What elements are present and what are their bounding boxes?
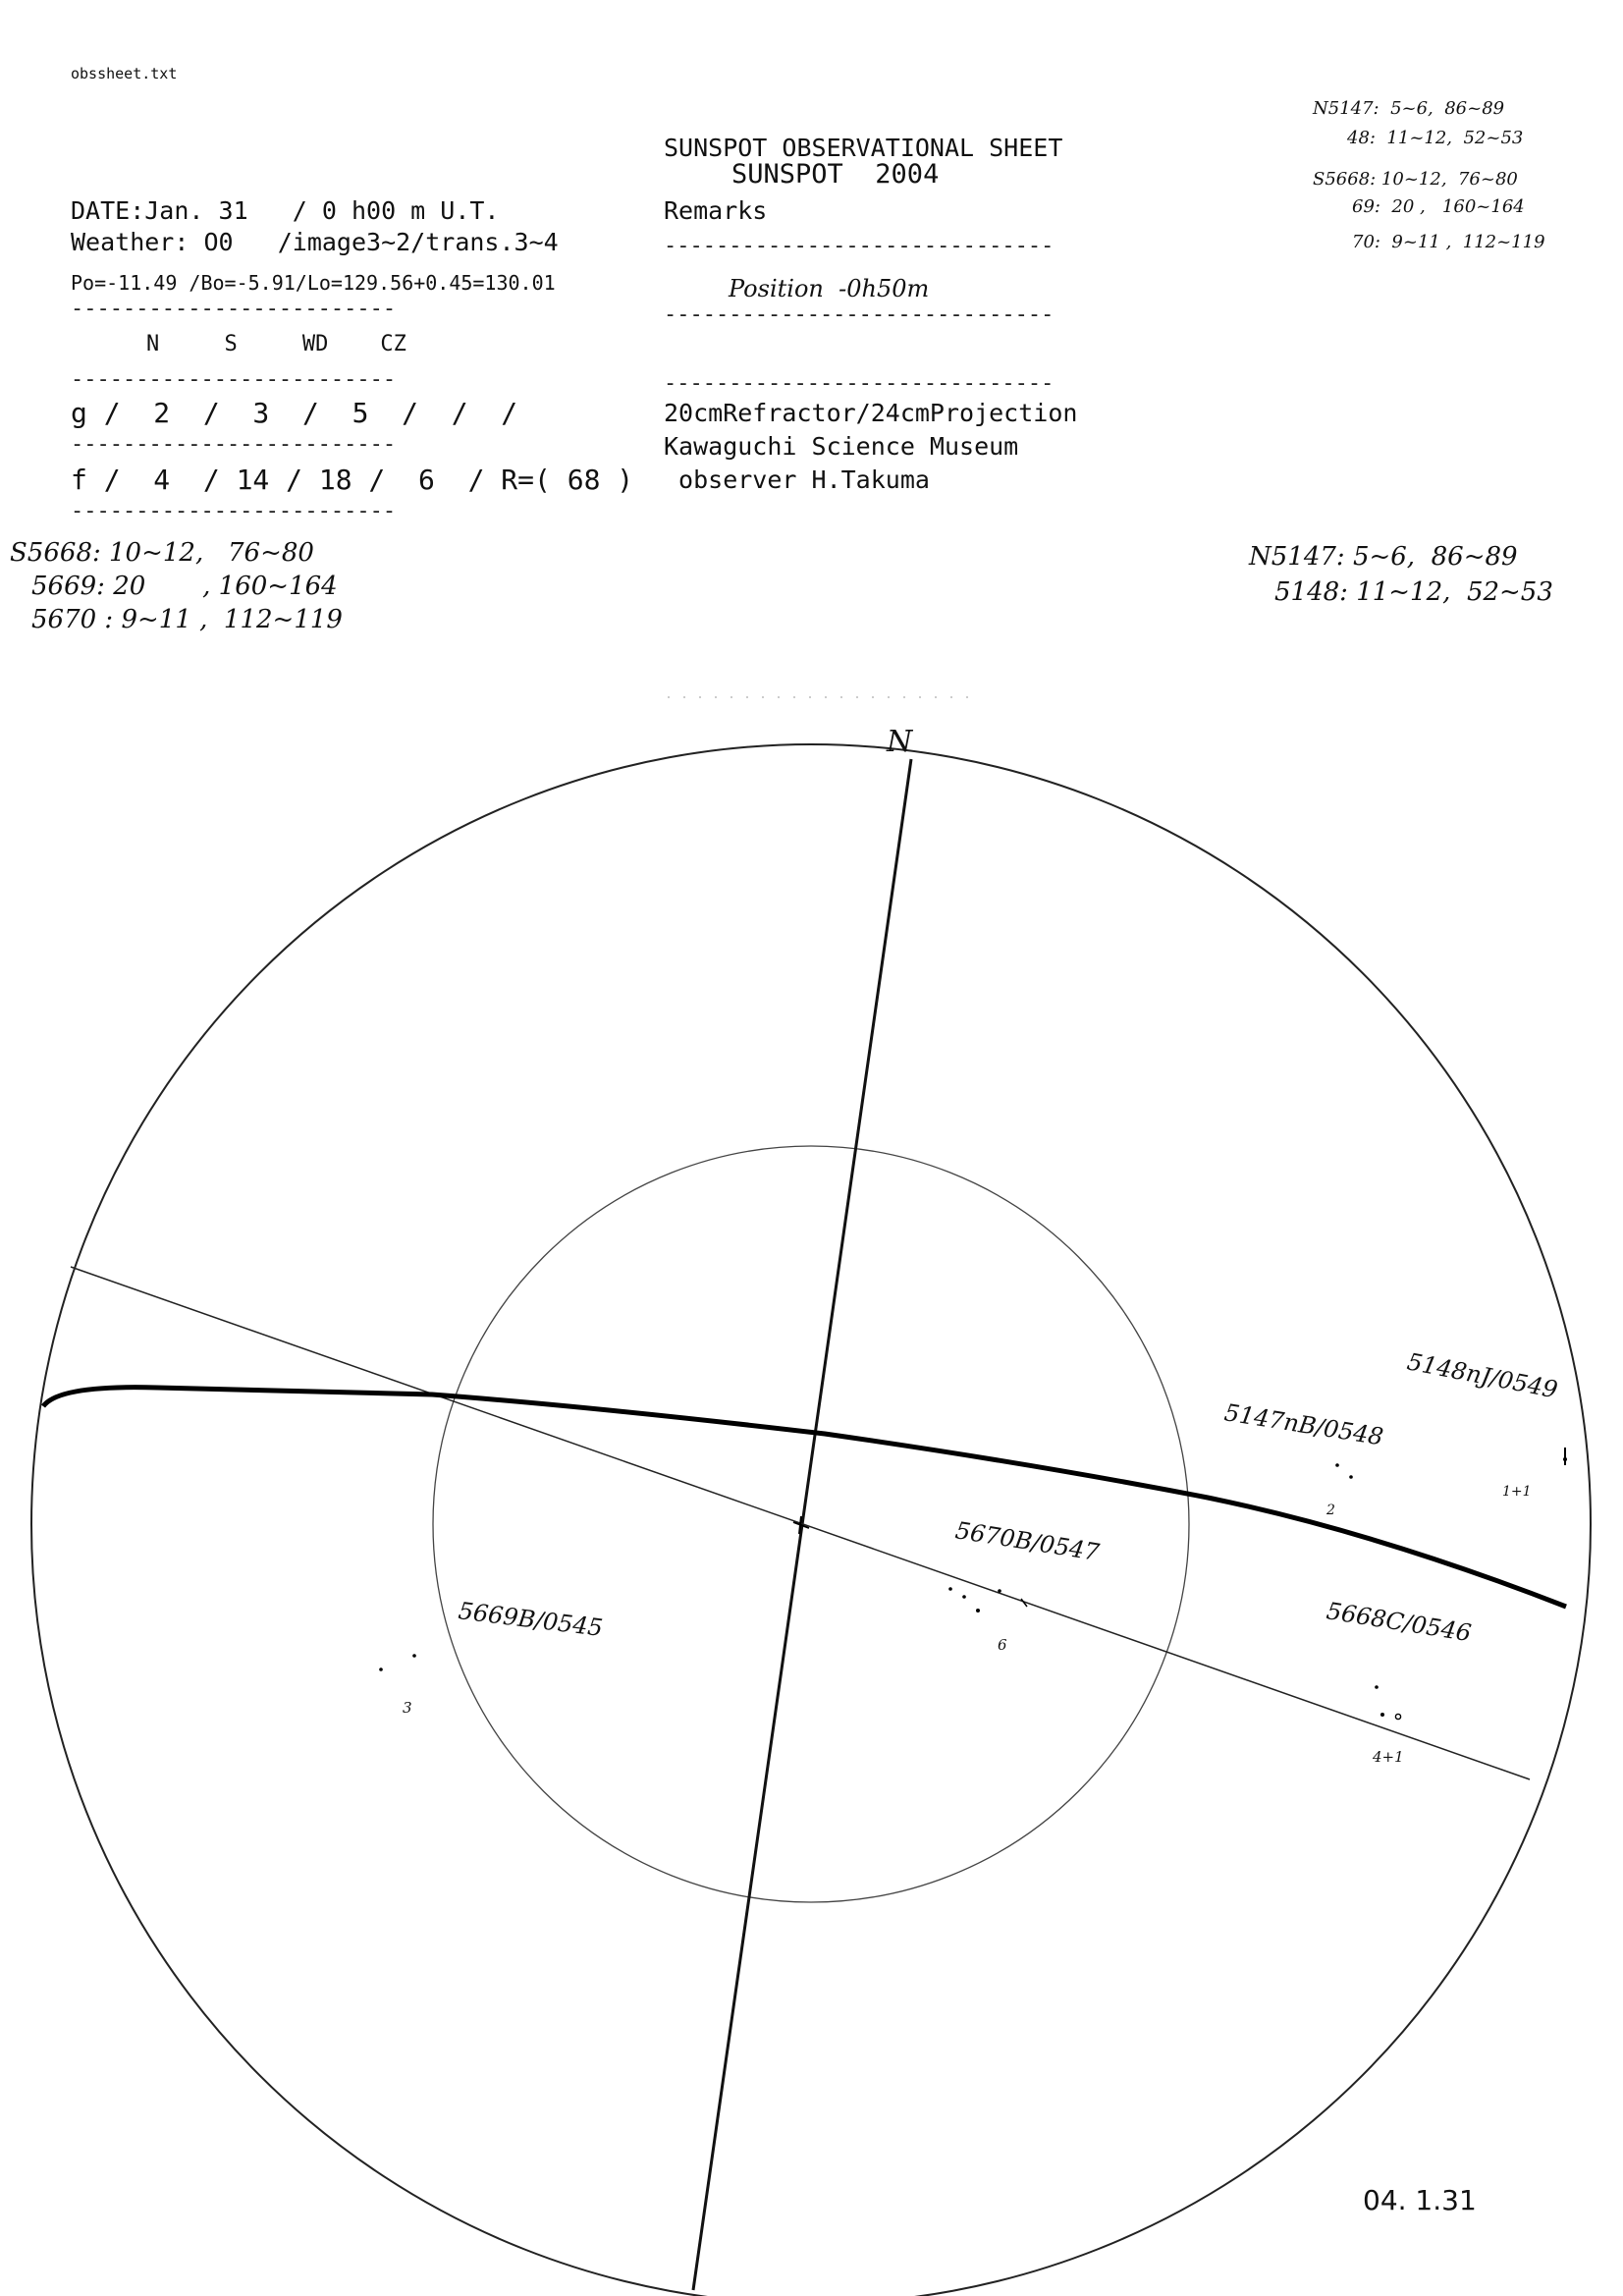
column-headers: N S WD CZ — [94, 332, 406, 356]
left-note-2: 5669: 20 , 160~164 — [31, 572, 338, 601]
position-note: Position -0h50m — [729, 275, 930, 302]
group-5670-label: 5670B/0547 — [953, 1516, 1102, 1567]
spot-5669-a — [379, 1667, 383, 1671]
corner-note-1: N5147: 5~6, 86~89 — [1313, 98, 1505, 119]
corner-note-3: S5668: 10~12, 76~80 — [1313, 169, 1518, 190]
remarks-label: Remarks — [664, 196, 768, 225]
corner-note-2: 48: 11~12, 52~53 — [1347, 128, 1524, 148]
remarks-separator-2: ------------------------------ — [664, 302, 1055, 327]
separator-1: ------------------------- — [71, 297, 397, 321]
file-name: obssheet.txt — [71, 65, 178, 82]
instrument-line: 20cmRefractor/24cmProjection — [664, 399, 1078, 427]
observer-line: observer H.Takuma — [664, 465, 930, 494]
spot-5670-a — [948, 1587, 952, 1591]
group-5669-count: 3 — [403, 1699, 412, 1717]
right-note-2: 5148: 11~12, 52~53 — [1274, 577, 1553, 607]
left-note-3: 5670 : 9~11 , 112~119 — [31, 605, 343, 634]
stamp-date: 04. 1.31 — [1363, 2184, 1477, 2216]
corner-note-5: 70: 9~11 , 112~119 — [1352, 232, 1545, 252]
group-5148-label: 5148nJ/0549 — [1404, 1347, 1560, 1404]
corner-note-4: 69: 20 , 160~164 — [1352, 196, 1525, 217]
group-5670-count: 6 — [998, 1636, 1007, 1654]
outer-disk-circle — [31, 744, 1591, 2296]
separator-3: ------------------------- — [71, 432, 397, 457]
spot-5147-b — [1349, 1475, 1353, 1479]
remarks-separator-1: ------------------------------ — [664, 234, 1055, 258]
f-row: f / 4 / 14 / 18 / 6 / R=( 68 ) — [71, 464, 634, 496]
sheet-subtitle: SUNSPOT 2004 — [731, 159, 940, 190]
sheet-title: SUNSPOT OBSERVATIONAL SHEET — [664, 134, 1063, 162]
coords-line: Po=-11.49 /Bo=-5.91/Lo=129.56+0.45=130.01 — [71, 271, 556, 295]
group-5669-label: 5669B/0545 — [457, 1597, 605, 1642]
left-note-1: S5668: 10~12, 76~80 — [10, 538, 314, 568]
group-5147-count: 2 — [1326, 1503, 1335, 1518]
separator-2: ------------------------- — [71, 367, 397, 392]
spot-5668-a — [1375, 1685, 1379, 1689]
group-5668-label: 5668C/0546 — [1325, 1597, 1474, 1648]
museum-line: Kawaguchi Science Museum — [664, 432, 1019, 461]
group-5668-count: 4+1 — [1373, 1748, 1404, 1766]
group-5147-label: 5147nB/0548 — [1222, 1398, 1385, 1451]
date-line: DATE:Jan. 31 / 0 h00 m U.T. — [71, 196, 500, 225]
group-5148-count: 1+1 — [1502, 1484, 1532, 1500]
inner-circle — [433, 1146, 1189, 1902]
remarks-separator-3: ------------------------------ — [664, 371, 1055, 396]
weather-line: Weather: O0 /image3~2/trans.3~4 — [71, 228, 559, 256]
spot-5147-a — [1335, 1463, 1339, 1467]
north-label: N — [887, 725, 913, 759]
right-note-1: N5147: 5~6, 86~89 — [1249, 542, 1518, 572]
separator-4: ------------------------- — [71, 499, 397, 523]
g-row: g / 2 / 3 / 5 / / / — [71, 397, 518, 429]
